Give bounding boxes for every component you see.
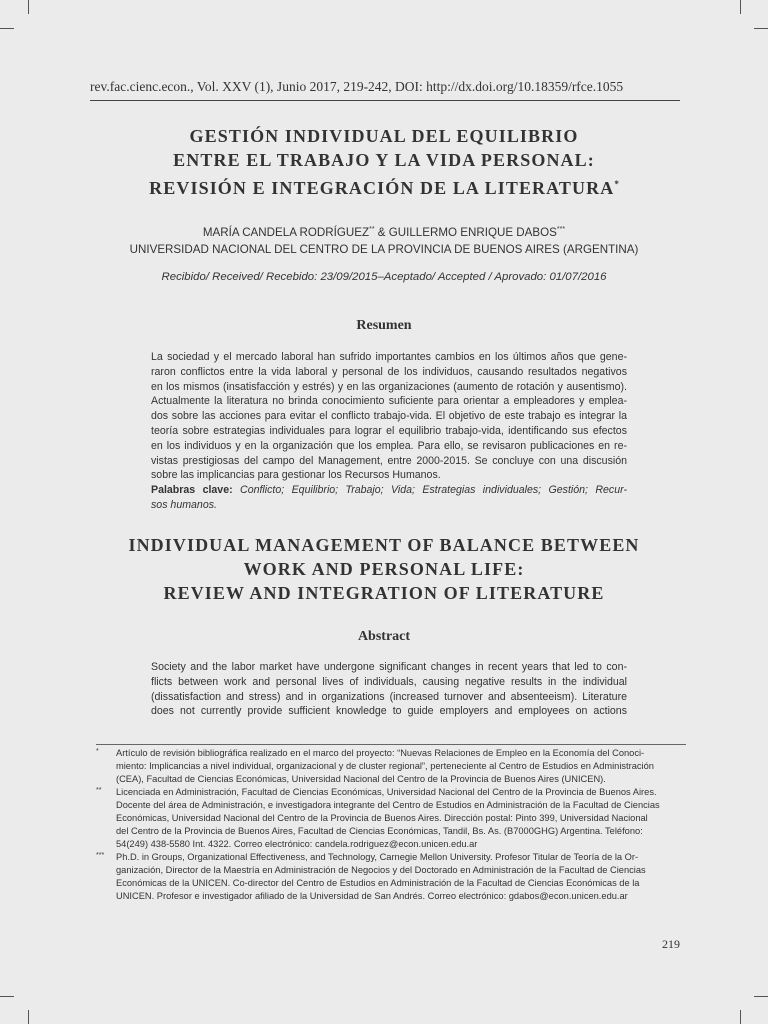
footnote-line: (CEA), Facultad de Ciencias Económicas, Universidad Nacional del Centro de la Provincia de Buenos Aires (UNICEN). [116, 774, 606, 784]
resumen-line: en los mismos (insatisfacción y estrés) y en las organizaciones (aumento de rotación y ausentismo). [151, 380, 627, 393]
title-spanish-line: GESTIÓN INDIVIDUAL DEL EQUILIBRIO [189, 126, 579, 146]
keywords-text: sos humanos. [151, 498, 217, 511]
abstract-heading: Abstract [357, 629, 411, 644]
title-english [84, 533, 684, 605]
keywords-text: Conflicto; Equilibrio; Trabajo; Vida; Estrategias individuales; Gestión; Recur- [232, 484, 627, 497]
footnotes [96, 744, 686, 903]
keywords-line [151, 498, 627, 513]
title-english-line: REVIEW AND INTEGRATION OF LITERATURE [163, 583, 605, 603]
footnote-line: Económicas de la UNICEN. Co-director del Centro de Estudios en Administración de la Facultad de Ciencias Económicas de la [116, 878, 640, 888]
resumen-line: en los individuos y en la organización que los emplea. Para ello, se revisaron publicaciones en re- [151, 439, 627, 452]
resumen-line: La sociedad y el mercado laboral han sufrido importantes cambios en los últimos años que gene- [151, 351, 627, 363]
footnote [96, 747, 686, 786]
footnote-line: Docente del área de Administración, e investigadora integrante del Centro de Estudios en Administración de la Facultad de Ciencias [116, 800, 660, 810]
crop-mark-top-right-vertical [740, 0, 741, 14]
title-spanish-line-text: REVISIÓN E INTEGRACIÓN DE LA LITERATURA [149, 178, 615, 198]
title-spanish-line: ENTRE EL TRABAJO Y LA VIDA PERSONAL: [173, 150, 595, 170]
keywords-label: Palabras clave: [151, 484, 233, 497]
crop-mark-top-right [754, 28, 768, 29]
abstract-line: Society and the labor market have undergone significant changes in recent years that led to con- [151, 661, 627, 673]
footnote-line: Licenciada en Administración, Facultad de Ciencias Económicas, Universidad Nacional del Centro de la Provincia de Buenos Aires. [116, 787, 657, 797]
footnote-line: del Centro de la Provincia de Buenos Aires, Facultad de Ciencias Económicas, Tandil, Bs. As. (B7000GHG) Argentina. Teléfono: [116, 826, 643, 836]
received-accepted-dates: Recibido/ Received/ Recebido: 23/09/2015–Aceptado/ Accepted / Aprovado: 01/07/2016 [161, 271, 607, 283]
resumen-line: Actualmente la literatura no brinda conocimiento suficiente para orientar a empleadores y emplea- [151, 395, 627, 408]
footnote-mark: *** [96, 852, 105, 859]
footnote-line: Artículo de revisión bibliográfica realizado en el marco del proyecto: “Nuevas Relaciones de Empleo en la Economía del Conoci- [116, 748, 645, 758]
footnote-line: 54(249) 438-5580 Int. 4322. Correo electrónico: candela.rodriguez@econ.unicen.edu.ar [116, 839, 478, 849]
crop-mark-bottom-left-vertical [28, 1010, 29, 1024]
abstract-body [151, 660, 627, 719]
title-english-line: WORK AND PERSONAL LIFE: [243, 559, 525, 579]
abstract-line: flicts between work and personal lives of individuals, causing negative results in the individual [151, 675, 627, 688]
author-1: MARÍA CANDELA RODRÍGUEZ [202, 225, 370, 239]
footnote-line: UNICEN. Profesor e investigador afiliado de la Universidad de San Andrés. Correo electrónico: gdabos@econ.unicen.edu.ar [116, 891, 628, 901]
crop-mark-top-left-vertical [28, 0, 29, 14]
abstract-line: does not currently provide sufficient knowledge to guide employers and employees on actions [151, 705, 627, 718]
keywords-line [151, 483, 627, 498]
authors-block [84, 221, 684, 258]
resumen-line: raron conflictos entre la vida laboral y personal de los individuos, causando resultados negativos [151, 365, 627, 378]
footnote-line: Económicas, Universidad Nacional del Centro de la Provincia de Buenos Aires. Dirección postal: Pinto 399, Universidad Nacional [116, 813, 648, 823]
footnote-line: Ph.D. in Groups, Organizational Effectiveness, and Technology, Carnegie Mellon University. Profesor Titular de Teoría de la Or- [116, 852, 639, 862]
resumen-line: teoría sobre estrategias individuales para lograr el equilibrio trabajo-vida, identificando sus efectos [151, 424, 627, 437]
resumen-heading: Resumen [356, 318, 412, 333]
author-1-mark: ** [369, 226, 375, 233]
author-connector: & [374, 225, 389, 239]
footnote [96, 851, 686, 903]
crop-mark-bottom-left [0, 996, 14, 997]
footnote-mark: ** [96, 787, 102, 794]
footnote-mark: * [96, 748, 99, 755]
journal-citation-header: rev.fac.cienc.econ., Vol. XXV (1), Junio 2017, 219-242, DOI: http://dx.doi.org/10.18359/rfce.1055 [90, 79, 680, 101]
footnote-line: miento: Implicancias a nivel individual, organizacional y de cluster regional”, perteneciente al Centro de Estudios en Administración [116, 761, 654, 771]
crop-mark-top-left [0, 28, 14, 29]
author-names [84, 221, 684, 241]
author-2-mark: *** [556, 226, 566, 233]
crop-mark-bottom-right [754, 996, 768, 997]
title-footnote-mark: * [614, 179, 619, 189]
author-2: GUILLERMO ENRIQUE DABOS [388, 225, 557, 239]
resumen-body [151, 350, 627, 513]
resumen-line: sobre las implicancias para gestionar los Recursos Humanos. [151, 469, 441, 482]
title-english-line: INDIVIDUAL MANAGEMENT OF BALANCE BETWEEN [128, 535, 640, 555]
resumen-line: vistas prestigiosas del campo del Management, entre 2000-2015. Se concluye con una discusión [151, 454, 627, 467]
resumen-line: dos sobre las acciones para evitar el conflicto trabajo-vida. El objetivo de este trabajo es integrar la [151, 410, 627, 423]
footnote [96, 786, 686, 851]
crop-mark-bottom-right-vertical [740, 1010, 741, 1024]
abstract-line: (dissatisfaction and stress) and in organizations (increased turnover and absenteeism). Literature [151, 690, 627, 703]
footnote-line: ganización, Director de la Maestría en Administración de Negocios y del Doctorado en Administración de la Facultad de Ciencias [116, 865, 646, 875]
page-number: 219 [662, 937, 680, 951]
author-affiliation: UNIVERSIDAD NACIONAL DEL CENTRO DE LA PROVINCIA DE BUENOS AIRES (ARGENTINA) [129, 242, 639, 256]
title-spanish-line [84, 172, 684, 200]
title-spanish [84, 124, 684, 200]
